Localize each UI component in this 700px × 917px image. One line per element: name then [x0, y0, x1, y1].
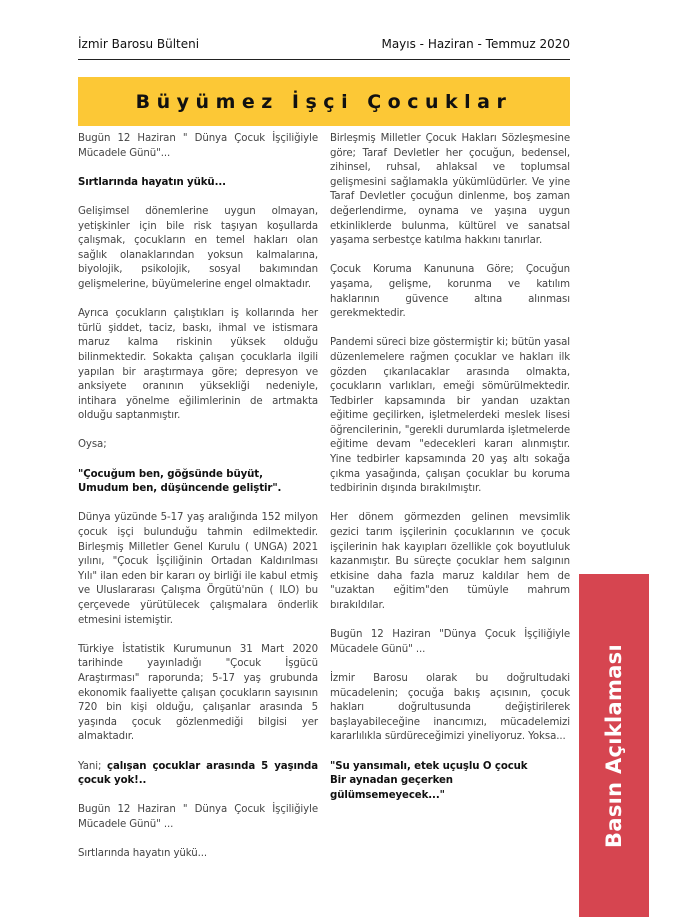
poem-quote [330, 760, 570, 804]
paragraph: Pandemi süreci bize göstermiştir ki; bütün yasal düzenlemelere rağmen çocuklar ve hakları ilk gözden çıkarılacaklar arasında olmakta, çocukların varlıkları, emeği sömürülmektedir. Tedbirler kapsamında bir yandan uzaktan eğitime geçilirken, işletmelerdeki meslek lisesi öğrencilerinin, "gerekli durumlarda işletmelerde eğitime devam "edecekleri kararı alınmıştır. Yine tedbirler kapsamında 20 yaş altı sokağa çıkma yasağında, çalışan çocuklar bu koruma tedbirinin dışında bırakılmıştır. [330, 337, 570, 495]
paragraph: Bugün 12 Haziran "Dünya Çocuk İşçiliğiyle Mücadele Günü" ... [330, 629, 570, 655]
section-tab [579, 574, 649, 917]
quote-line: Umudum ben, düşüncende geliştir". [78, 483, 282, 495]
left-column [78, 132, 318, 876]
quote-line: "Su yansımalı, etek uçuşlu O çocuk [330, 760, 528, 772]
title-banner [78, 77, 570, 126]
publication-name: İzmir Barosu Bülteni [78, 37, 200, 51]
paragraph: Türkiye İstatistik Kurumunun 31 Mart 2020 tarihinde yayınladığı "Çocuk İşgücü Araştırması" raporunda; 5-17 yaş grubunda ekonomik faaliyette çalışan çocukların sayısının 720 bin kişi olduğu, çalışanlar arasında 5 yaşında çocuk gözlenmediği bilgisi yer almaktadır. [78, 643, 318, 743]
subheading: Sırtlarında hayatın yükü... [78, 176, 226, 188]
paragraph: İzmir Barosu olarak bu doğrultudaki mücadelenin; çocuğa bakış açısının, çocuk hakları doğrultusunda değiştirilerek başlayabileceğine inancımızı, mücadelemizi kararlılıkla sürdüreceğimizi yineliyoruz. Yoksa... [330, 672, 570, 743]
header-divider [78, 59, 570, 60]
paragraph: Gelişimsel dönemlerine uygun olmayan, yetişkinler için bile risk taşıyan koşullarda çalışmak, çocukların en temel hakları olan sağlık olanaklarından yoksun kalmalarına, biyolojik, psikolojik, sosyal bakımından gelişmelerine, büyümelerine engel olmaktadır. [78, 205, 318, 290]
paragraph: Çocuk Koruma Kanununa Göre; Çocuğun yaşama, gelişme, korunma ve katılım haklarının güvence altına alınması gerekmektedir. [330, 264, 570, 320]
page-header [78, 34, 570, 56]
paragraph [78, 760, 318, 789]
quote-line: "Çocuğum ben, göğsünde büyüt, [78, 468, 263, 480]
paragraph: Ayrıca çocukların çalıştıkları iş kollarında her türlü şiddet, taciz, baskı, ihmal ve istismara maruz kalma riskinin yüksek olduğu bilinmektedir. Sokakta çalışan çocuklarla ilgili yapılan bir araştırmaya göre; depresyon ve anksiyete oranının yüksekliği nedeniyle, intihara yönelme eğilimlerinin de artmakta olduğu saptanmıştır. [78, 308, 318, 422]
paragraph-prefix: Yani; [78, 760, 108, 772]
poem-quote [78, 468, 318, 497]
paragraph: Dünya yüzünde 5-17 yaş aralığında 152 milyon çocuk işçi bulunduğu tahmin edilmektedir. Birleşmiş Milletler Genel Kurulu ( UNGA) 2021 yılını, "Çocuk İşçiliğinin Ortadan Kaldırılması Yılı" ilan eden bir kararı oy birliği ile kabul etmiş ve Uluslararası Çalışma Örgütü'nün ( ILO) bu çerçevede yürütülecek çalışmalara önderlik etmesini istemiştir. [78, 512, 318, 626]
paragraph: Oysa; [78, 439, 107, 451]
article-title: Büyümez İşçi Çocuklar [135, 90, 513, 113]
paragraph: Her dönem görmezden gelinen mevsimlik gezici tarım işçilerinin çocuklarının ve çocuk işçilerinin hak kayıpları özellikle çok boyutluluk kazanmıştır. Bu süreçte çocuklar hem salgının etkisine daha fazla maruz kaldılar hem de "uzaktan eğitim"den tümüyle mahrum bırakıldılar. [330, 512, 570, 611]
right-column [330, 132, 570, 818]
paragraph: Bugün 12 Haziran " Dünya Çocuk İşçiliğiyle Mücadele Günü" ... [78, 804, 318, 830]
section-label: Basın Açıklaması [602, 643, 626, 848]
emphasis-text: çalışan çocuklar arasında 5 yaşında çocuk yok!.. [78, 760, 318, 787]
paragraph: Birleşmiş Milletler Çocuk Hakları Sözleşmesine göre; Taraf Devletler her çocuğun, bedensel, zihinsel, ruhsal, ahlaksal ve toplumsal gelişmesini sağlamakla yükümlüdürler. Ve yine Taraf Devletler çocuğun dinlenme, boş zaman değerlendirme, oynama ve yaşına uygun etkinliklerde bulunma, kültürel ve sanatsal yaşama serbestçe katılma hakkını tanırlar. [330, 133, 570, 247]
paragraph: Bugün 12 Haziran " Dünya Çocuk İşçiliğiyle Mücadele Günü"... [78, 133, 318, 159]
paragraph: Sırtlarında hayatın yükü... [78, 848, 208, 860]
quote-line: Bir aynadan geçerken gülümsemeyecek..." [330, 775, 453, 801]
issue-date: Mayıs - Haziran - Temmuz 2020 [381, 37, 570, 51]
